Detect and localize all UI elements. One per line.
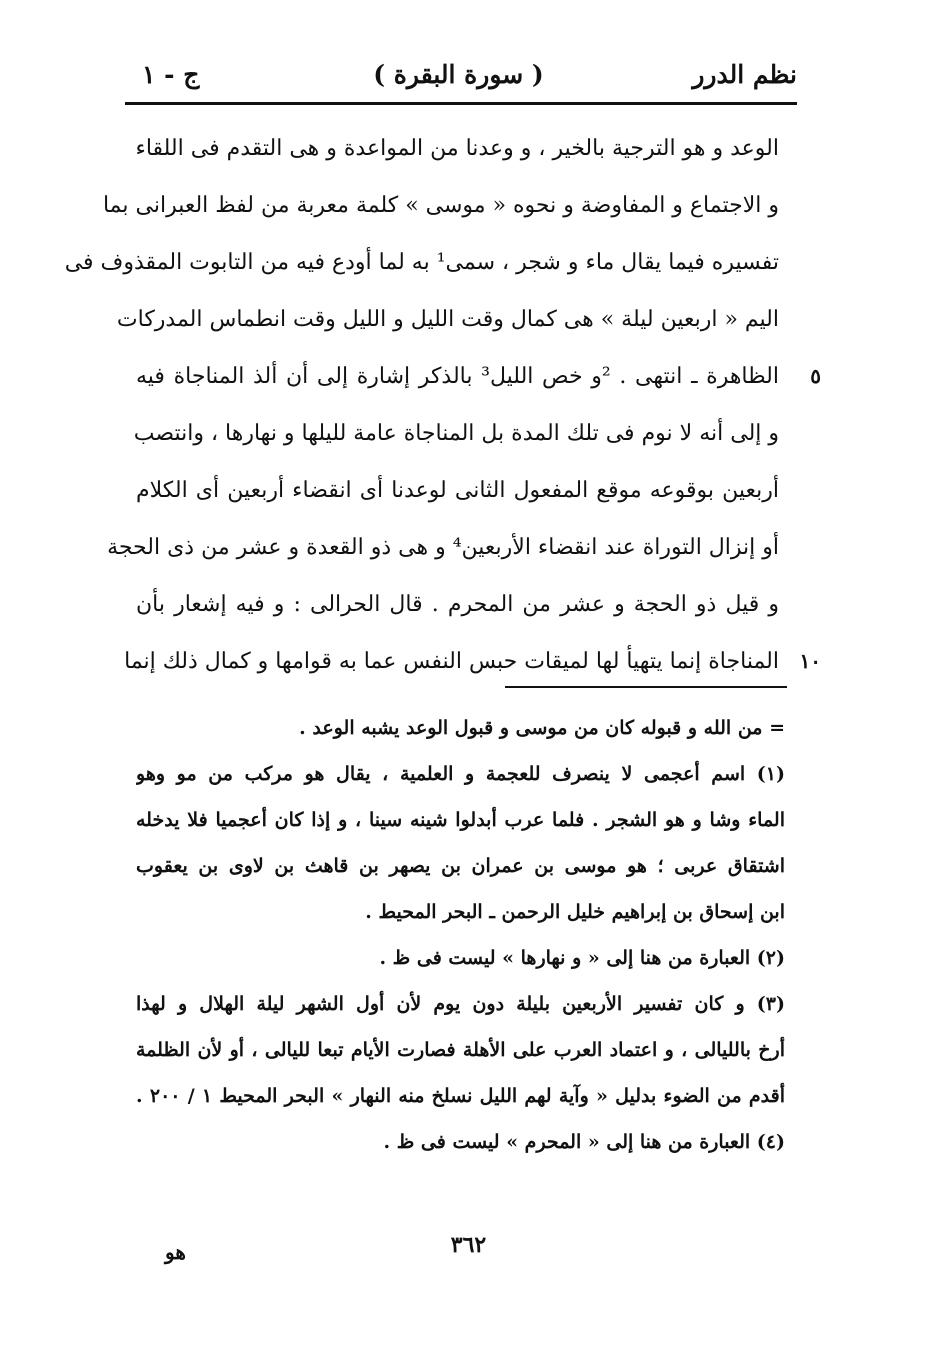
footnote-line: (٢) العبارة من هنا إلى « و نهارها » ليست فى ظ . [379, 947, 785, 969]
text-line [116, 291, 779, 348]
footnotes [136, 705, 785, 1165]
text-line [136, 462, 779, 519]
line-text: و قيل ذو الحجة و عشر من المحرم . قال الحرالى : و فيه إشعار بأن [136, 592, 779, 617]
line-text: اليم « اربعين ليلة » هى كمال وقت الليل و الليل وقت انطماس المدركات [116, 307, 779, 332]
footnote-rule [505, 686, 787, 688]
line-text: أربعين بوقوعه موقع المفعول الثانى لوعدنا أى انقضاء أربعين أى الكلام [136, 478, 779, 503]
footnote-line: (١) اسم أعجمى لا ينصرف للعجمة و العلمية ، يقال هو مركب من مو وهو [136, 763, 785, 785]
line-text: أو إنزال التوراة عند انقضاء الأربعين⁴ و هى ذو القعدة و عشر من ذى الحجة [107, 535, 779, 560]
footnote-line: اشتقاق عربى ؛ هو موسى بن عمران بن يصهر بن قاهث بن لاوى بن يعقوب [136, 855, 785, 877]
text-line [64, 234, 779, 291]
footnote-line: (٤) العبارة من هنا إلى « المحرم » ليست فى ظ . [383, 1131, 785, 1153]
catchword: هو [165, 1240, 186, 1264]
text-line [107, 519, 779, 576]
line-text: الظاهرة ـ انتهى . ²و خص الليل³ بالذكر إشارة إلى أن ألذ المناجاة فيه [136, 364, 780, 389]
line-number: ١٠ [799, 649, 821, 673]
footnote-line: = من الله و قبوله كان من موسى و قبول الوعد يشبه الوعد . [299, 717, 785, 739]
text-line [124, 633, 821, 690]
text-line [133, 405, 779, 462]
line-text: المناجاة إنما يتهيأ لها لميقات حبس النفس عما به قوامها و كمال ذلك إنما [124, 649, 779, 674]
footnote-line: أرخ بالليالى ، و اعتماد العرب على الأهلة فصارت الأيام تبعا لليالى ، أو لأن الظلمة [136, 1039, 785, 1061]
footnote-line: أقدم من الضوء بدليل « وآية لهم الليل نسلخ منه النهار » البحر المحيط ١ / ٢٠٠ . [136, 1085, 785, 1107]
line-text: الوعد و هو الترجية بالخير ، و وعدنا من المواعدة و هى التقدم فى اللقاء [135, 136, 779, 161]
line-text: و الاجتماع و المفاوضة و نحوه « موسى » كلمة معربة من لفظ العبرانى بما [102, 193, 779, 218]
line-text: تفسيره فيما يقال ماء و شجر ، سمى¹ به لما أودع فيه من التابوت المقذوف فى [64, 250, 779, 275]
main-text [64, 120, 821, 690]
text-line [136, 120, 779, 177]
header-rule [125, 102, 797, 105]
footnote-line: الماء وشا و هو الشجر . فلما عرب أبدلوا شينه سينا ، و إذا كان أعجميا فلا يدخله [136, 809, 785, 831]
text-line [102, 177, 779, 234]
line-text: و إلى أنه لا نوم فى تلك المدة بل المناجاة عامة لليلها و نهارها ، وانتصب [133, 421, 779, 446]
page-number: ٣٦٢ [450, 1232, 487, 1258]
text-line [136, 348, 821, 405]
text-line [136, 576, 779, 633]
footnote-line: ابن إسحاق بن إبراهيم خليل الرحمن ـ البحر المحيط . [365, 901, 785, 923]
running-header [120, 52, 797, 102]
volume-label: ج - ١ [142, 60, 200, 89]
line-number: ٥ [810, 364, 821, 388]
surah-title: ( سورة البقرة ) [373, 60, 544, 89]
book-title: نظم الدرر [692, 60, 797, 89]
footnote-line: (٣) و كان تفسير الأربعين بليلة دون يوم لأن أول الشهر ليلة الهلال و لهذا [136, 993, 785, 1015]
